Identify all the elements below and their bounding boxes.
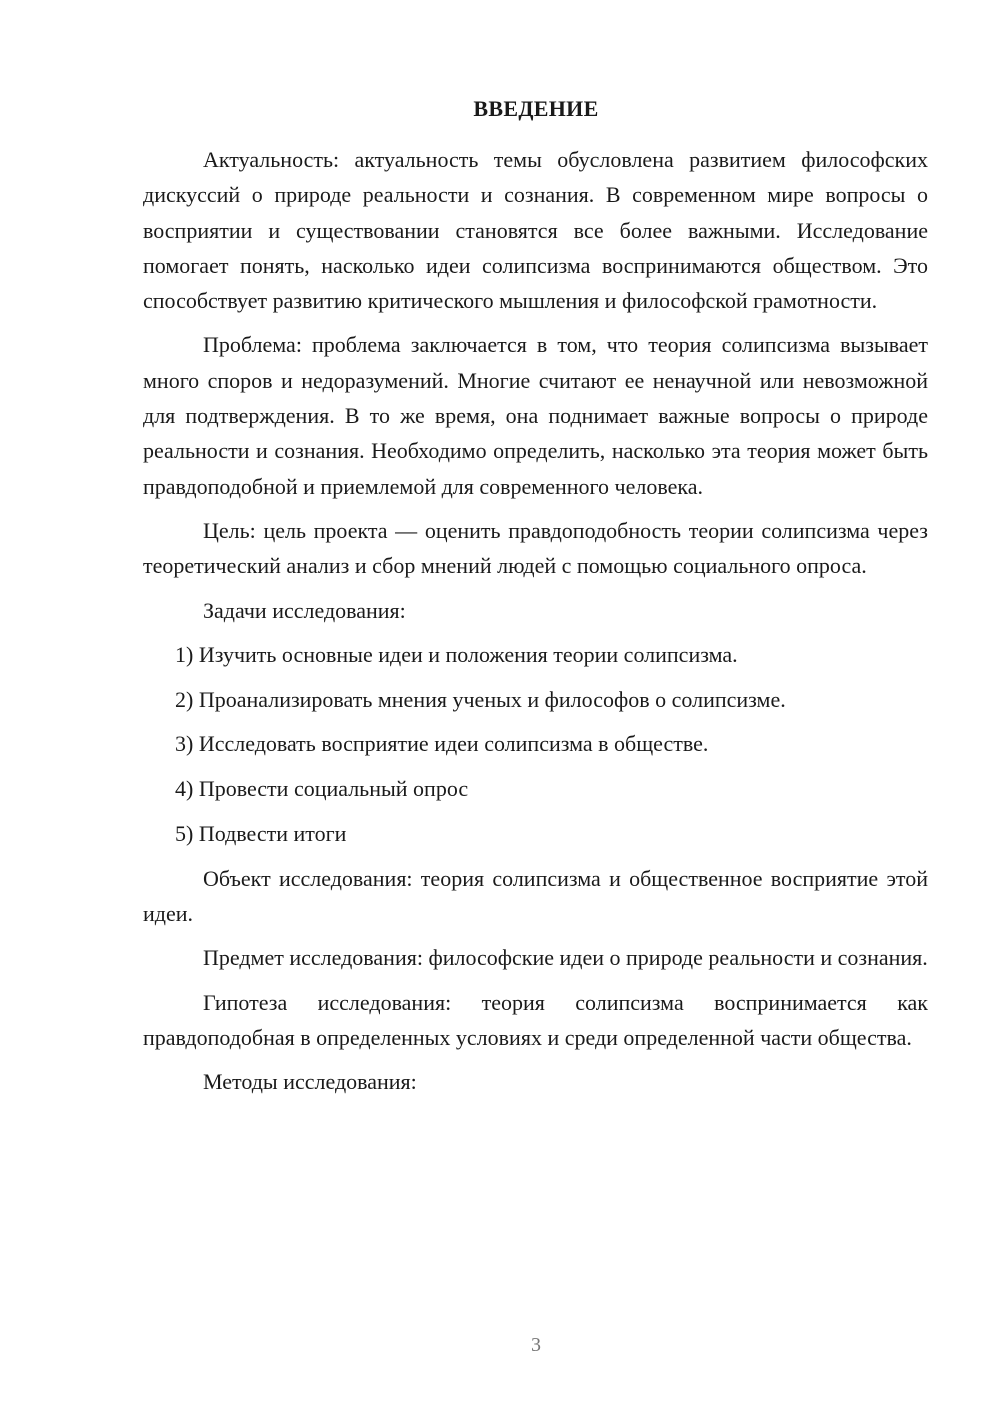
paragraph-relevance: Актуальность: актуальность темы обусловлена развитием философских дискуссий о природе реальности и сознания. В современном мире вопросы о восприятии и существовании становятся все более важными. Исследование помогает понять, насколько идеи солипсизма воспринимаются обществом. Это способствует развитию критического мышления и философской грамотности.: [143, 147, 928, 314]
list-item-task-4: 4) Провести социальный опрос: [175, 776, 469, 802]
page-number: 3: [531, 1334, 541, 1356]
paragraph-tasks-heading: Задачи исследования:: [203, 597, 406, 623]
list-item-task-1: 1) Изучить основные идеи и положения теории солипсизма.: [175, 641, 738, 667]
paragraph-methods-heading: Методы исследования:: [203, 1069, 417, 1095]
paragraph-goal: Цель: цель проекта — оценить правдоподобность теории солипсизма через теоретический анализ и сбор мнений людей с помощью социального опроса.: [143, 517, 928, 579]
paragraph-subject: Предмет исследования: философские идеи о природе реальности и сознания.: [203, 945, 928, 971]
paragraph-problem: Проблема: проблема заключается в том, что теория солипсизма вызывает много споров и недоразумений. Многие считают ее ненаучной или невозможной для подтверждения. В то же время, она поднимает важные вопросы о природе реальности и сознания. Необходимо определить, насколько эта теория может быть правдоподобной и приемлемой для современного человека.: [143, 332, 928, 499]
body-text: [143, 142, 928, 1109]
list-item-task-2: 2) Проанализировать мнения ученых и философов о солипсизме.: [175, 686, 786, 712]
paragraph-object: Объект исследования: теория солипсизма и общественное восприятие этой идеи.: [143, 865, 928, 927]
list-item-task-5: 5) Подвести итоги: [175, 821, 347, 847]
paragraph-hypothesis: Гипотеза исследования: теория солипсизма воспринимается как правдоподобная в определенных условиях и среди определенной части общества.: [143, 989, 928, 1051]
section-title: ВВЕДЕНИЕ: [473, 96, 599, 121]
list-item-task-3: 3) Исследовать восприятие идеи солипсизма в обществе.: [175, 731, 709, 757]
